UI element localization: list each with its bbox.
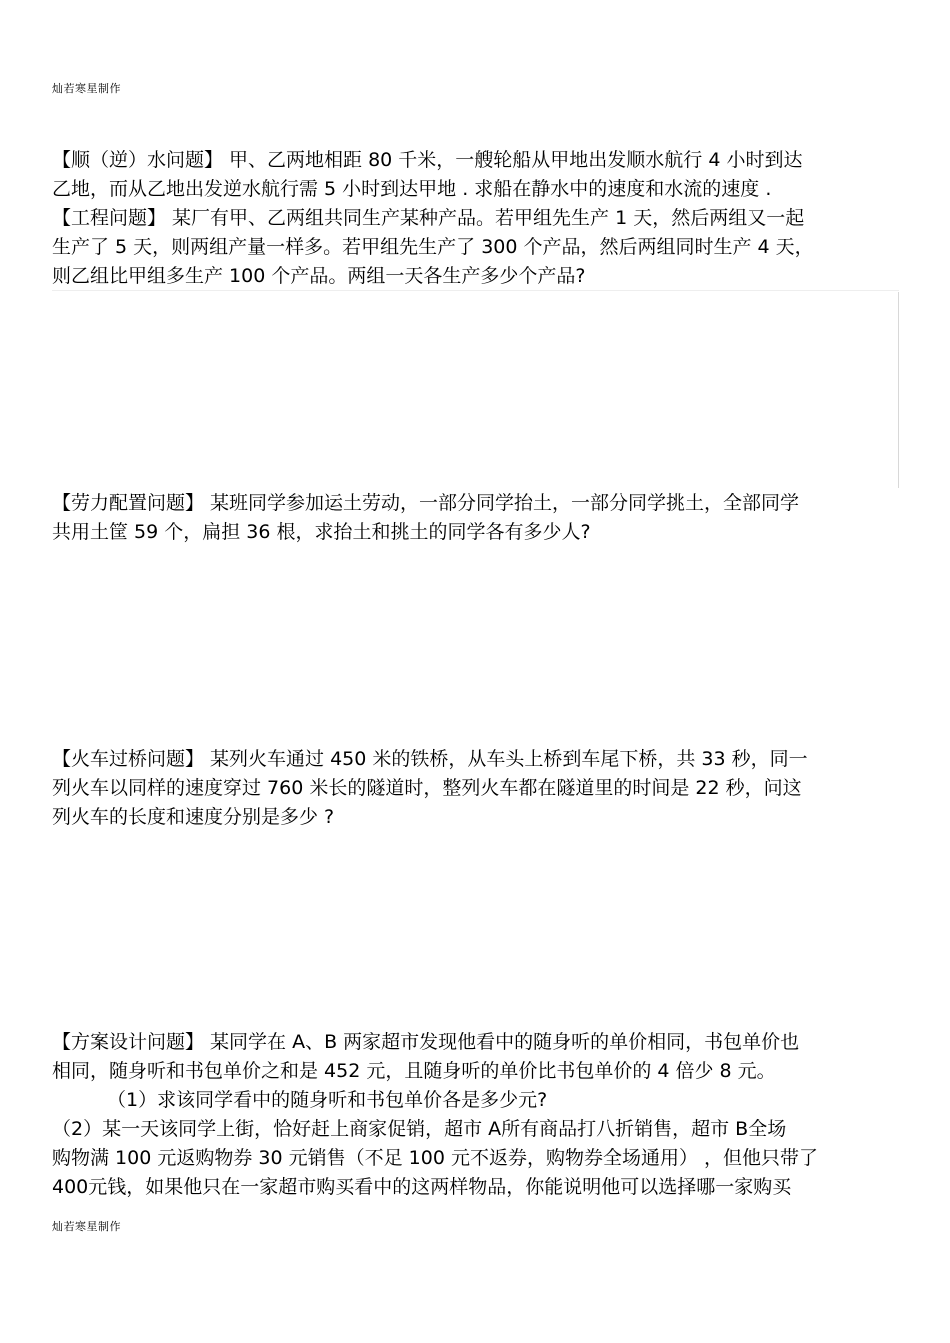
problem-line: 400元钱，如果他只在一家超市购买看中的这两样物品，你能说明他可以选择哪一家购买 — [52, 1176, 792, 1198]
problem-line: 共用土筐 59 个，扁担 36 根，求抬土和挑土的同学各有多少人? — [52, 521, 591, 543]
problem-plan-design — [52, 1028, 902, 1202]
divider-vertical — [898, 292, 899, 488]
problem-line: 【火车过桥问题】 某列火车通过 450 米的铁桥，从车头上桥到车尾下桥，共 33 秒，同一 — [52, 748, 808, 770]
problem-line: 相同，随身听和书包单价之和是 452 元，且随身听的单价比书包单价的 4 倍少 8 元。 — [52, 1060, 776, 1082]
problem-line: 【工程问题】 某厂有甲、乙两组共同生产某种产品。若甲组先生产 1 天，然后两组又一起 — [52, 207, 805, 229]
problem-line: 列火车的长度和速度分别是多少 ? — [52, 806, 335, 828]
sub-question-2: （2）某一天该同学上街，恰好赶上商家促销，超市 A所有商品打八折销售，超市 B全场 — [52, 1118, 787, 1140]
problem-line: 列火车以同样的速度穿过 760 米长的隧道时，整列火车都在隧道里的时间是 22 秒，问这 — [52, 777, 802, 799]
problem-line: 【顺（逆）水问题】 甲、乙两地相距 80 千米，一艘轮船从甲地出发顺水航行 4 小时到达 — [52, 149, 803, 171]
page-header-watermark: 灿若寒星制作 — [52, 82, 121, 95]
problem-flow-water — [52, 146, 902, 204]
problem-line: 乙地，而从乙地出发逆水航行需 5 小时到达甲地 . 求船在静水中的速度和水流的速度 . — [52, 178, 772, 200]
problem-line: 生产了 5 天，则两组产量一样多。若甲组先生产了 300 个产品，然后两组同时生产 4 天， — [52, 236, 814, 258]
problem-engineering — [52, 204, 902, 291]
problem-line: 【劳力配置问题】 某班同学参加运土劳动，一部分同学抬土，一部分同学挑土，全部同学 — [52, 492, 800, 514]
problem-labor-allocation — [52, 489, 902, 547]
sub-question-1: （1）求该同学看中的随身听和书包单价各是多少元? — [107, 1089, 548, 1111]
problem-line: 【方案设计问题】 某同学在 A、B 两家超市发现他看中的随身听的单价相同，书包单价也 — [52, 1031, 800, 1053]
problem-line: 则乙组比甲组多生产 100 个产品。两组一天各生产多少个产品? — [52, 265, 586, 287]
problem-train-bridge — [52, 745, 902, 832]
problem-line: 购物满 100 元返购物券 30 元销售（不足 100 元不返券，购物券全场通用） ，但他只带了 — [52, 1147, 818, 1169]
page-footer-watermark: 灿若寒星制作 — [52, 1220, 121, 1233]
